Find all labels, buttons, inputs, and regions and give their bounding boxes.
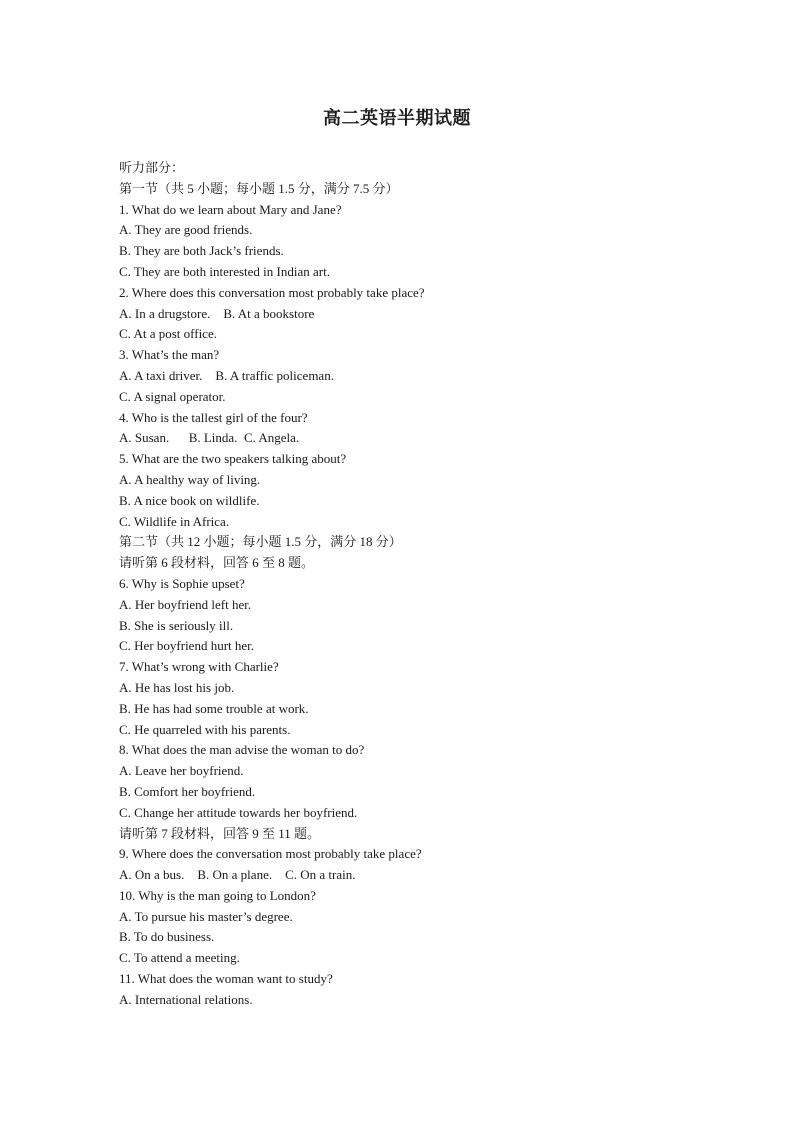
text-line: 5. What are the two speakers talking about?: [119, 451, 347, 467]
text-line: 7. What’s wrong with Charlie?: [119, 659, 279, 675]
text-line: A. They are good friends.: [119, 222, 253, 238]
text-line: 10. Why is the man going to London?: [119, 887, 316, 903]
text-line: 1. What do we learn about Mary and Jane?: [119, 201, 342, 217]
text-line: A. Leave her boyfriend.: [119, 763, 244, 779]
text-line: 4. Who is the tallest girl of the four?: [119, 409, 308, 425]
text-line: A. A taxi driver. B. A traffic policeman.: [119, 367, 334, 383]
text-line: B. He has had some trouble at work.: [119, 700, 309, 716]
text-line: B. She is seriously ill.: [119, 617, 234, 633]
document-body: [119, 158, 719, 1011]
text-line: C. To attend a meeting.: [119, 950, 240, 966]
text-line: 9. Where does the conversation most probably take place?: [119, 846, 422, 862]
text-line: B. To do business.: [119, 929, 215, 945]
text-line: A. In a drugstore. B. At a bookstore: [119, 305, 315, 321]
text-line: A. International relations.: [119, 991, 253, 1007]
text-line: 11. What does the woman want to study?: [119, 971, 333, 987]
text-line: B. Comfort her boyfriend.: [119, 783, 256, 799]
text-line: C. They are both interested in Indian art.: [119, 263, 330, 279]
text-line: 听力部分：: [119, 160, 185, 175]
text-line: C. Change her attitude towards her boyfriend.: [119, 804, 358, 820]
text-line: C. At a post office.: [119, 326, 217, 342]
text-line: 8. What does the man advise the woman to do?: [119, 742, 365, 758]
text-line: A. He has lost his job.: [119, 679, 235, 695]
text-line: A. Her boyfriend left her.: [119, 596, 252, 612]
text-line: B. They are both Jack’s friends.: [119, 243, 284, 259]
text-line: B. A nice book on wildlife.: [119, 492, 260, 508]
text-line: C. Her boyfriend hurt her.: [119, 638, 255, 654]
text-line: 请听第 6 段材料，回答 6 至 8 题。: [119, 555, 315, 571]
document-title: 高二英语半期试题: [323, 108, 471, 128]
text-line: A. On a bus. B. On a plane. C. On a train.: [119, 867, 356, 883]
text-line: A. A healthy way of living.: [119, 471, 261, 487]
text-line: 第一节（共 5 小题；每小题 1.5 分，满分 7.5 分）: [119, 180, 399, 196]
text-line: C. He quarreled with his parents.: [119, 721, 291, 737]
text-line: C. Wildlife in Africa.: [119, 513, 230, 529]
text-line: 6. Why is Sophie upset?: [119, 575, 245, 591]
text-line: 第二节（共 12 小题；每小题 1.5 分，满分 18 分）: [119, 534, 402, 550]
text-line: 请听第 7 段材料，回答 9 至 11 题。: [119, 825, 321, 841]
text-line: 2. Where does this conversation most probably take place?: [119, 284, 425, 300]
text-line: 3. What’s the man?: [119, 347, 220, 363]
text-line: A. To pursue his master’s degree.: [119, 908, 293, 924]
text-line: A. Susan. B. Linda. C. Angela.: [119, 430, 300, 446]
text-line: C. A signal operator.: [119, 388, 226, 404]
